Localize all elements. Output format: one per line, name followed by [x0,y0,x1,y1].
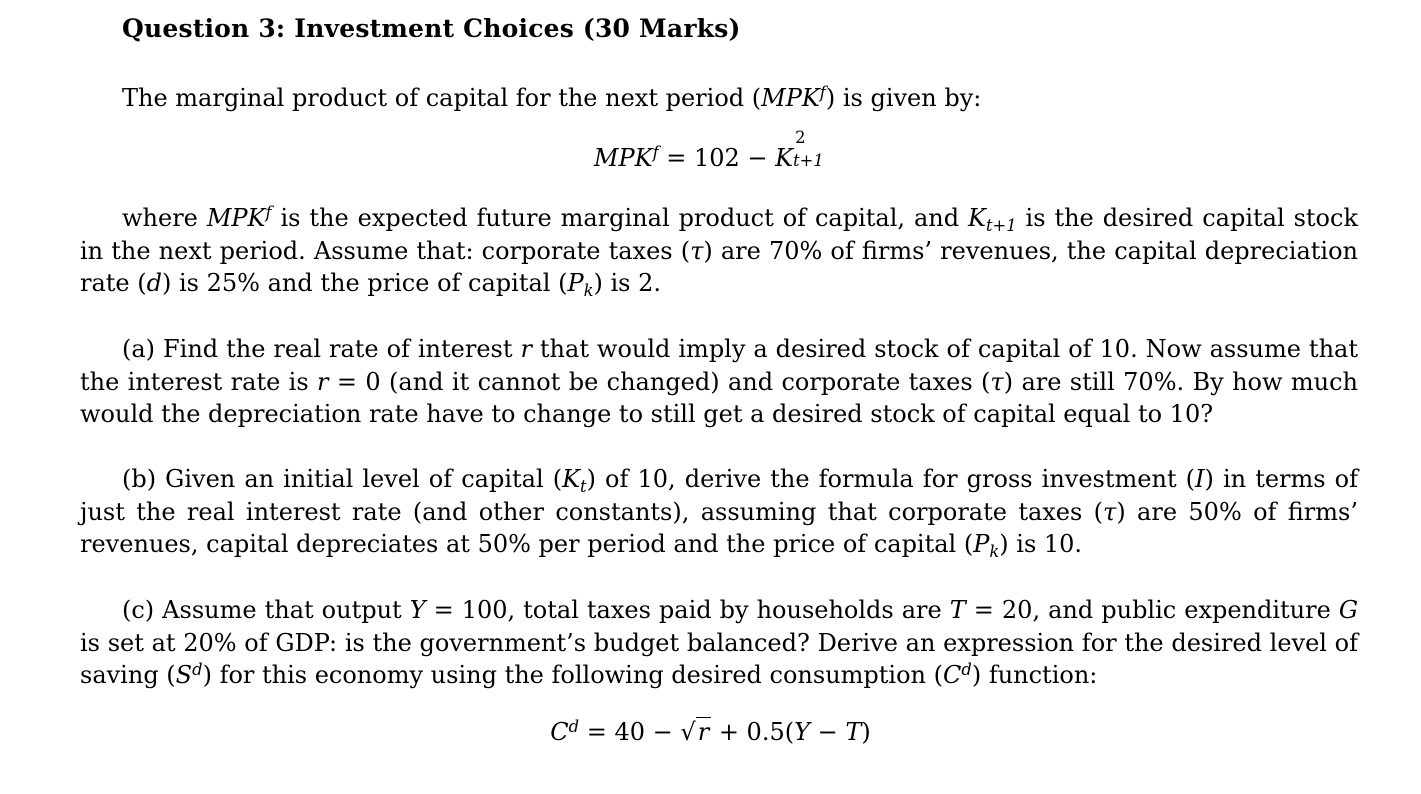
part-c-symbol-t: T [949,596,966,624]
part-b-symbol-pk: P [973,530,990,558]
where-symbol-k-sub: t+1 [985,215,1017,235]
where-text-2: is the expected future marginal product of capital, and [271,204,969,232]
part-a-text-4: ) are still 70%. By how much would the depreciation rate have to change to still get a desired stock of capital equal to 10? [80,367,1359,428]
eq1-lhs: MPK [593,144,653,172]
part-a-symbol-r: r [520,335,532,363]
eq2-r: r [697,718,710,746]
part-c-text-1: (c) Assume that output [122,596,410,624]
eq1-middle: = 102 − [658,144,776,172]
part-b-symbol-k-sub: t [580,476,587,496]
eq2-text-3: − [809,718,846,746]
equation-mpk [0,128,1421,172]
part-b-symbol-k: K [562,465,581,493]
part-c-text-2: = 100, total taxes paid by households are [425,596,950,624]
part-c-symbol-c: C [943,661,962,689]
part-b-text-3: ) in terms of just the real interest rate (and other constants), assuming that corporate taxes ( [80,465,1359,526]
intro-paragraph [80,82,1358,115]
part-a-symbol-tau: τ [990,367,1004,396]
part-c-symbol-y: Y [409,596,426,624]
where-symbol-d: d [146,269,162,297]
eq2-text-4: ) [861,718,871,746]
part-a-symbol-r2: r [317,367,329,396]
intro-text-1: The marginal product of capital for the next period ( [122,84,762,112]
part-b-symbol-i: I [1195,465,1205,493]
part-b-text-2: ) of 10, derive the formula for gross investment ( [586,465,1196,493]
eq2-t: T [845,718,862,746]
part-c-text-4: is set at 20% of GDP: is the government’s budget balanced? Derive an expression for the desired level of saving ( [80,628,1358,689]
where-text-4: ) are 70% of firms’ revenues, the capital depreciation rate ( [80,236,1358,297]
eq2-text-2: + 0.5( [711,718,795,746]
eq2-text-1: = 40 − [579,718,681,746]
where-text-3: is the desired capital stock in the next period. Assume that: corporate taxes ( [80,204,1358,265]
where-symbol-pk: P [567,269,584,297]
eq1-k: K [775,144,794,172]
where-text-5: ) is 25% and the price of capital ( [162,269,568,297]
part-a-paragraph [80,333,1358,431]
eq1-k-sup: 2 [795,128,806,147]
sqrt-icon: √ [680,718,696,746]
eq2-y: Y [794,718,810,746]
part-c-symbol-s-sup: d [192,659,203,679]
intro-symbol-sup: f [819,82,826,102]
part-c-text-6: ) function: [971,661,1098,689]
eq1-k-sub: t+1 [793,151,824,170]
part-c-symbol-g: G [1338,596,1359,624]
part-c-paragraph [80,594,1358,692]
part-b-symbol-pk-sub: k [989,541,1000,561]
eq1-k-scripts [793,128,827,170]
part-a-text-2: that would imply a desired stock of capital of 10. Now assume that the interest rate is [80,335,1358,396]
part-a-text-1: (a) Find the real rate of interest [122,335,521,363]
part-c-symbol-c-sup: d [961,659,972,679]
where-symbol-mpk-sup: f [265,202,272,222]
part-c-text-3: = 20, and public expenditure [965,596,1339,624]
part-b-text-1: (b) Given an initial level of capital ( [122,465,563,493]
where-text-1: where [122,204,207,232]
where-paragraph [80,202,1358,300]
where-symbol-tau: τ [690,236,704,265]
equation-consumption [0,718,1421,746]
eq2-c-sup: d [568,716,580,736]
part-c-text-5: ) for this economy using the following desired consumption ( [202,661,943,689]
where-text-6: ) is 2. [593,269,661,297]
where-symbol-pk-sub: k [583,280,594,300]
part-a-text-3: = 0 (and it cannot be changed) and corporate taxes ( [328,367,991,396]
eq1-lhs-sup: f [652,142,659,162]
question-title: Question 3: Investment Choices (30 Marks) [122,14,741,43]
part-b-text-4: ) are 50% of firms’ revenues, capital depreciates at 50% per period and the price of capital ( [80,497,1358,558]
intro-symbol-mpk: MPK [761,84,820,112]
part-b-paragraph [80,463,1358,561]
intro-text-2: ) is given by: [825,84,982,112]
where-symbol-k: K [968,204,986,232]
part-b-symbol-tau: τ [1103,497,1117,526]
where-symbol-mpk: MPK [206,204,266,232]
eq2-c: C [550,718,569,746]
part-c-symbol-s: S [175,661,193,689]
part-b-text-5: ) is 10. [999,530,1083,558]
